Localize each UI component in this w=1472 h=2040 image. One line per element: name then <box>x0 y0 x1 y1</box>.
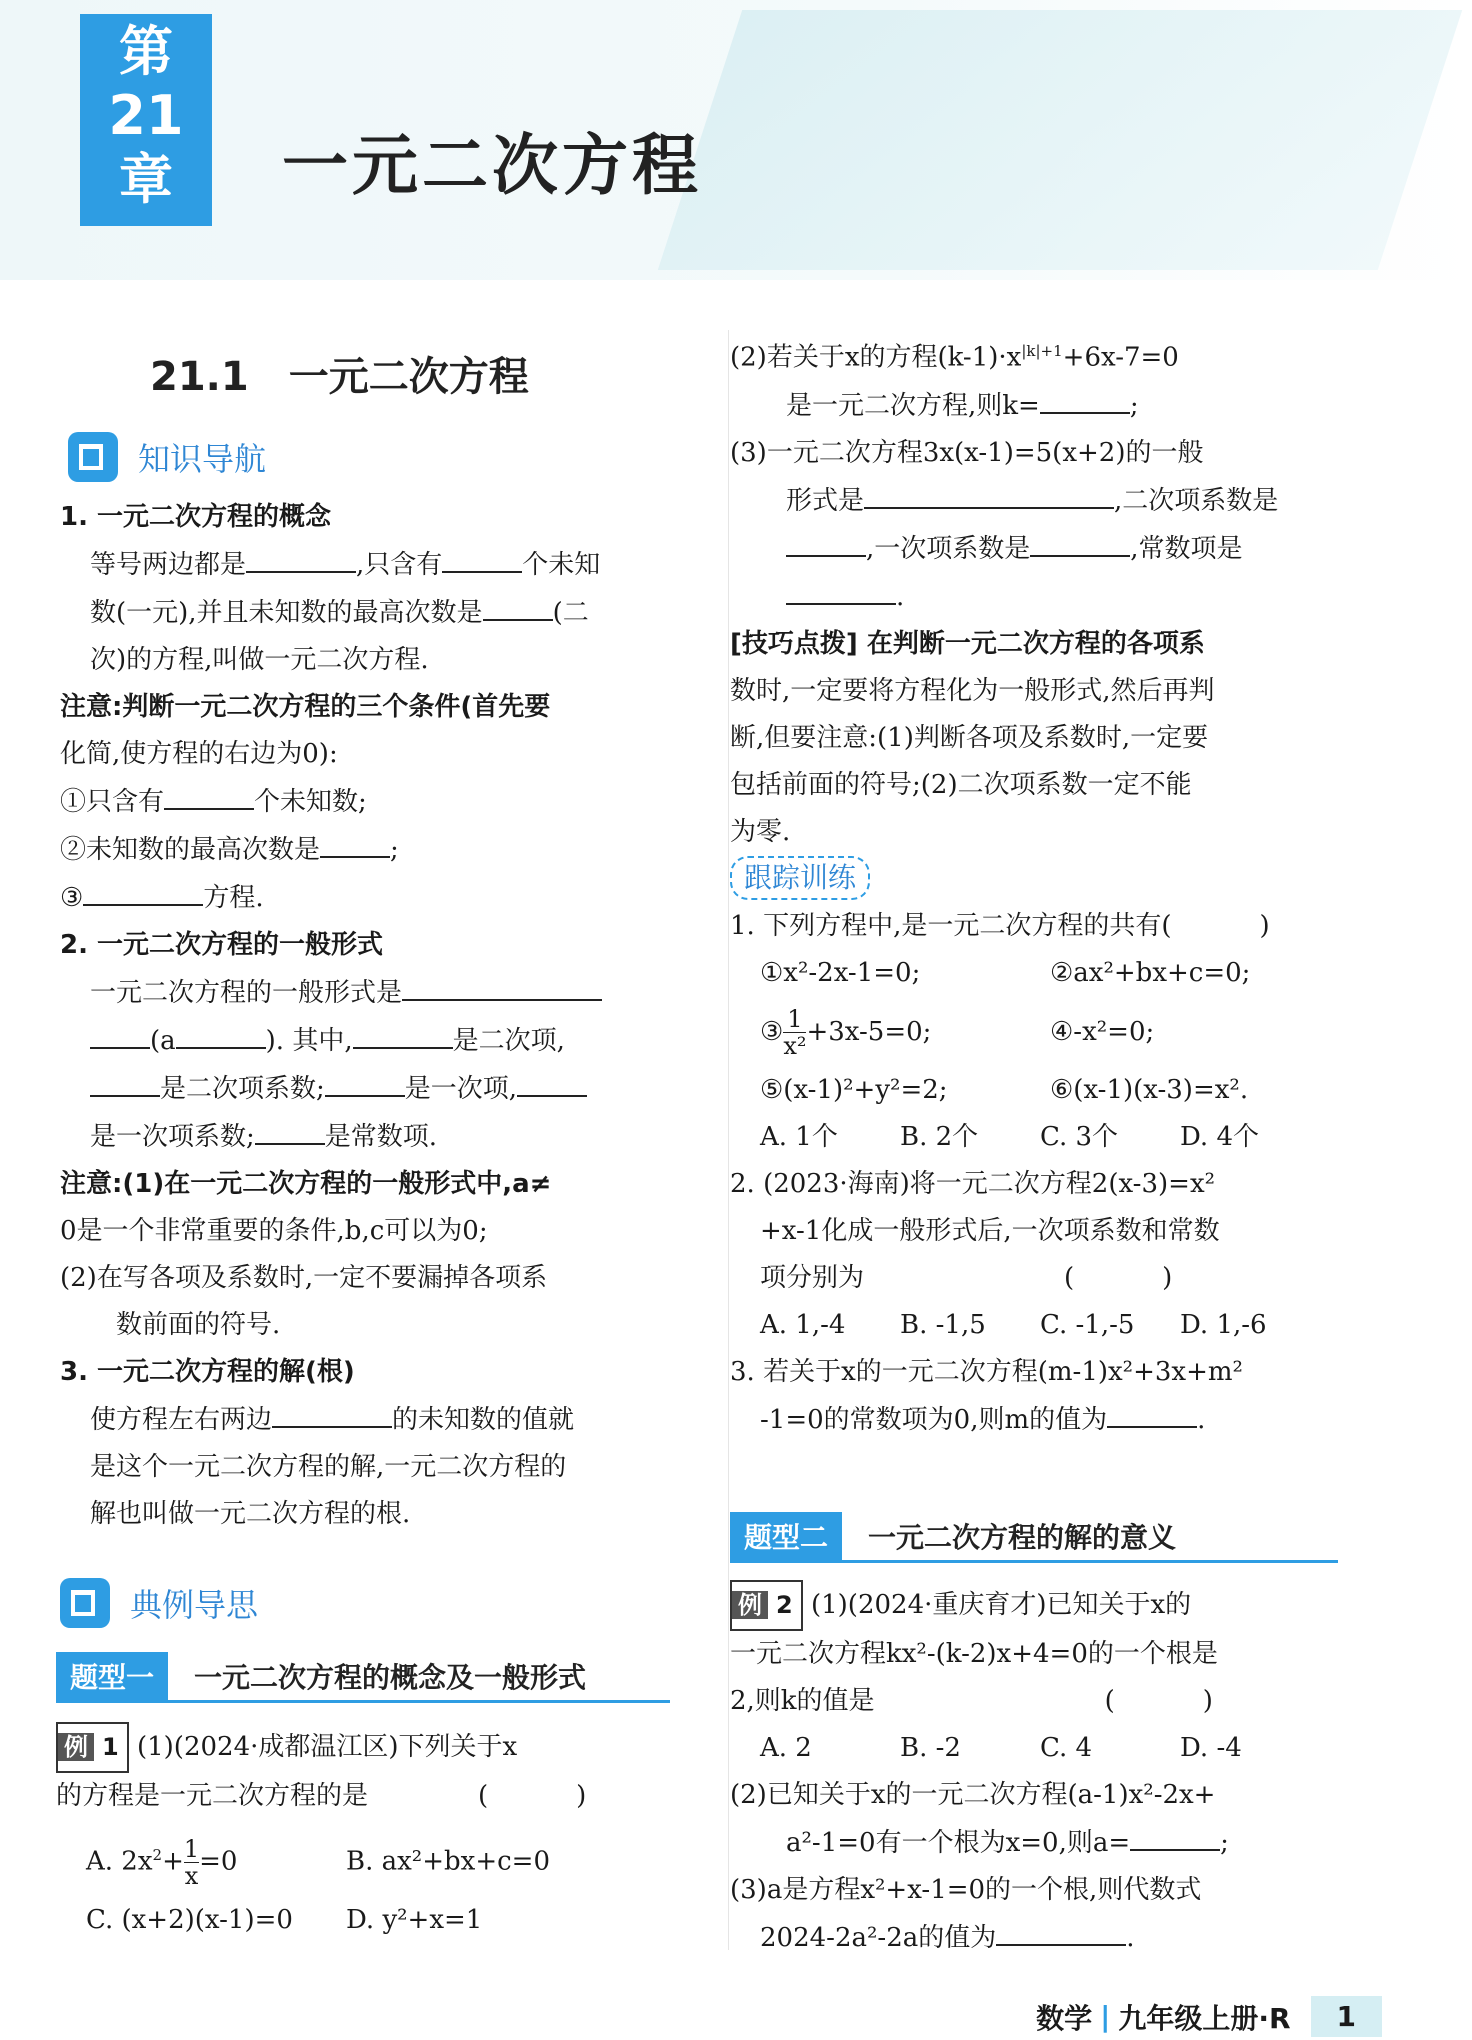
type-two-title: 一元二次方程的解的意义 <box>868 1521 1177 1554</box>
example-2-q4: (2)已知关于x的一元二次方程(a-1)x²-2x+ <box>730 1780 1216 1810</box>
t1-choices: A. 1个 B. 2个 C. 3个 D. 4个 <box>760 1121 1259 1152</box>
footer-separator: | <box>1100 2000 1111 2033</box>
type-one-bar <box>56 1652 670 1703</box>
note-1b: 化简,使方程的右边为0): <box>60 739 338 769</box>
solution-heading: 3. 一元二次方程的解(根) <box>60 1357 355 1387</box>
chapter-title: 一元二次方程 <box>282 127 702 204</box>
right-column <box>730 328 1340 1444</box>
general-line-3: 是二次项系数; 是一次项, <box>60 1065 680 1113</box>
q3-line-1: (3)一元二次方程3x(x-1)=5(x+2)的一般 <box>730 437 1204 468</box>
footer-subject: 数学 <box>1036 2001 1093 2035</box>
track-label: 跟踪训练 <box>730 856 870 900</box>
example-1-option-c: C. (x+2)(x-1)=0 <box>86 1904 293 1935</box>
example-1-option-d: D. y²+x=1 <box>346 1904 483 1935</box>
condition-1: ①只含有 个未知数; <box>60 778 680 826</box>
note-2c: (2)在写各项及系数时,一定不要漏掉各项系 <box>60 1263 548 1293</box>
t1-options-34: ③ $\frac{1}{\text{x²}}$ +3x-5=0; ④-x²=0; <box>760 1005 1155 1061</box>
chapter-label-3: 章 <box>119 148 173 211</box>
example-1-q2: 的方程是一元二次方程的是 ( ) <box>56 1781 587 1811</box>
examples-header <box>60 1578 258 1628</box>
type-two-line <box>730 1560 1338 1563</box>
t1-line: 1. 下列方程中,是一元二次方程的共有( ) <box>730 910 1270 941</box>
type-two-tag: 题型二 <box>730 1512 842 1560</box>
solution-line-3: 解也叫做一元二次方程的根. <box>90 1499 411 1529</box>
t3-line-2: -1=0的常数项为0,则m的值为 . <box>730 1396 1340 1444</box>
q3-line-2: 形式是 ,二次项系数是 <box>730 477 1340 525</box>
general-line-2: (a ). 其中, 是二次项, <box>60 1017 680 1065</box>
concept-line-2: 数(一元),并且未知数的最高次数是 (二 <box>60 589 680 637</box>
example-1 <box>56 1722 676 1944</box>
example-1-option-a: A. $2x^2+$ $\frac{1}{x}$ =0 <box>86 1835 238 1891</box>
t1-options-56: ⑤(x-1)²+y²=2; ⑥(x-1)(x-3)=x². <box>760 1074 1249 1105</box>
q2-line-2: 是一元二次方程,则k= ; <box>730 382 1340 430</box>
book-icon <box>60 1578 110 1628</box>
note-2b: 0是一个非常重要的条件,b,c可以为0; <box>60 1216 488 1246</box>
track-label-row <box>730 856 1340 903</box>
q2-line-1: (2)若关于x的方程$(k-1)\cdot x^{|k|+1}+6x-7=0$ <box>730 342 1179 373</box>
footer-book: 九年级上册·R <box>1118 2001 1291 2035</box>
banner-decoration <box>658 10 1462 270</box>
book-icon <box>68 432 118 482</box>
general-line-1: 一元二次方程的一般形式是 <box>60 969 680 1017</box>
condition-2: ②未知数的最高次数是 ; <box>60 826 680 874</box>
tip-line-1: [技巧点拨] 在判断一元二次方程的各项系 <box>730 628 1205 659</box>
example-1-options-ab <box>56 1820 676 1897</box>
t2-line-3: 项分别为 ( ) <box>760 1262 1173 1293</box>
note-1: 注意:判断一元二次方程的三个条件(首先要 <box>60 692 551 722</box>
t1-options-12: ①x²-2x-1=0; ②ax²+bx+c=0; <box>760 957 1251 988</box>
solution-line-1: 使方程左右两边 的未知数的值就 <box>60 1396 680 1444</box>
type-one-line <box>56 1700 670 1703</box>
knowledge-header <box>68 432 266 482</box>
solution-line-2: 是这个一元二次方程的解,一元二次方程的 <box>90 1452 567 1482</box>
chapter-label-2: 21 <box>108 84 184 147</box>
t3-line-1: 3. 若关于x的一元二次方程(m-1)x²+3x+m² <box>730 1356 1243 1387</box>
section-title: 21.1 一元二次方程 <box>150 354 529 400</box>
type-one-title: 一元二次方程的概念及一般形式 <box>194 1661 587 1694</box>
tip-line-2: 数时,一定要将方程化为一般形式,然后再判 <box>730 675 1215 706</box>
example-2-q7: 2024-2a²-2a的值为 . <box>730 1914 1340 1962</box>
condition-3: ③ 方程. <box>60 874 680 922</box>
example-1-option-b: B. ax²+bx+c=0 <box>346 1846 550 1877</box>
type-one-tag: 题型一 <box>56 1652 168 1700</box>
examples-header-label: 典例导思 <box>130 1586 259 1624</box>
example-1-q1: 例 1 (1)(2024·成都温江区)下列关于x <box>56 1722 676 1773</box>
type-two-bar <box>730 1512 1338 1563</box>
q3-line-3: ,一次项系数是 ,常数项是 <box>730 525 1340 573</box>
knowledge-content <box>60 494 680 1538</box>
t2-choices: A. 1,-4 B. -1,5 C. -1,-5 D. 1,-6 <box>760 1309 1267 1340</box>
concept-line-1: 等号两边都是 ,只含有 个未知 <box>60 541 680 589</box>
example-2 <box>730 1580 1340 1962</box>
example-2-q3: 2,则k的值是 ( ) <box>730 1686 1213 1716</box>
chapter-label-1: 第 <box>119 20 173 83</box>
example-2-choices: A. 2 B. -2 C. 4 D. -4 <box>760 1733 1242 1763</box>
page-number: 1 <box>1311 1996 1382 2037</box>
chapter-number-box <box>80 14 212 226</box>
tip-line-4: 包括前面的符号;(2)二次项系数一定不能 <box>730 769 1192 800</box>
t2-line-2: +x-1化成一般形式后,一次项系数和常数 <box>760 1215 1220 1246</box>
general-form-heading: 2. 一元二次方程的一般形式 <box>60 930 384 960</box>
general-line-4: 是一次项系数; 是常数项. <box>60 1113 680 1161</box>
example-1-tag: 例 1 <box>56 1722 129 1773</box>
example-2-q1: 例 2 (1)(2024·重庆育才)已知关于x的 <box>730 1580 1340 1631</box>
knowledge-header-label: 知识导航 <box>138 440 267 478</box>
example-2-tag: 例 2 <box>730 1580 803 1631</box>
example-1-options-cd <box>56 1897 676 1944</box>
example-2-q5: a²-1=0有一个根为x=0,则a= ; <box>730 1819 1340 1867</box>
concept-heading: 1. 一元二次方程的概念 <box>60 502 332 532</box>
example-2-q6: (3)a是方程x²+x-1=0的一个根,则代数式 <box>730 1875 1202 1905</box>
t2-line-1: 2. (2023·海南)将一元二次方程2(x-3)=x² <box>730 1168 1216 1199</box>
note-2d: 数前面的符号. <box>116 1310 281 1340</box>
q3-line-4: . <box>730 573 1340 621</box>
concept-line-3: 次)的方程,叫做一元二次方程. <box>90 645 429 675</box>
tip-line-5: 为零. <box>730 816 791 847</box>
page-footer <box>1036 1996 1382 2037</box>
column-divider <box>728 330 729 1950</box>
note-2a: 注意:(1)在一元二次方程的一般形式中,a≠ <box>60 1169 552 1199</box>
tip-line-3: 断,但要注意:(1)判断各项及系数时,一定要 <box>730 722 1209 753</box>
example-2-q2: 一元二次方程kx²-(k-2)x+4=0的一个根是 <box>730 1639 1218 1669</box>
